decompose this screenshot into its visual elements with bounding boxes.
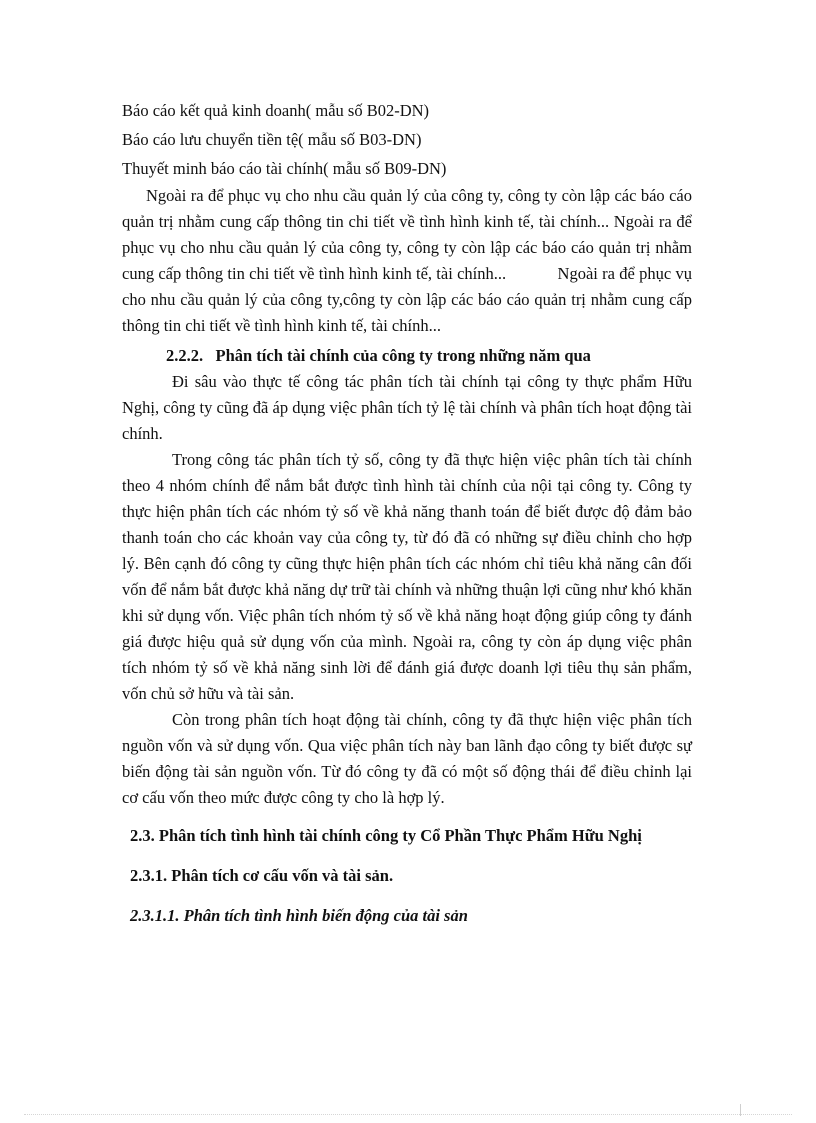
report-list-item-b02: Báo cáo kết quả kinh doanh( mẫu số B02-DN) (122, 101, 430, 120)
section-heading-2-3-1-1: 2.3.1.1. Phân tích tình hình biến động của tài sản (130, 906, 468, 925)
document-body (122, 96, 697, 929)
page-bottom-divider (24, 1114, 792, 1115)
section-heading-2-3: 2.3. Phân tích tình hình tài chính công ty Cổ Phần Thực Phẩm Hữu Nghị (130, 826, 642, 845)
page-corner-mark (740, 1104, 741, 1116)
section-heading-2-3-1: 2.3.1. Phân tích cơ cấu vốn và tài sản. (130, 866, 394, 885)
intro-paragraph: Ngoài ra để phục vụ cho nhu cầu quản lý của công ty, công ty còn lập các báo cáo quản trị nhằm cung cấp thông tin chi tiết về tình hình kinh tế, tài chính... Ngoài ra để phục vụ cho nhu cầu quản lý của công ty, công ty còn lập các báo cáo quản trị nhằm cung cấp thông tin chi tiết về tình hình kinh tế, tài chính... Ngoài ra để phục vụ cho nhu cầu quản lý của công ty,công ty còn lập các báo cáo quản trị nhằm cung cấp thông tin chi tiết về tình hình kinh tế, tài chính... (122, 186, 697, 335)
section-heading-2-2-2: 2.2.2. Phân tích tài chính của công ty trong những năm qua (166, 346, 591, 365)
report-list-item-b09: Thuyết minh báo cáo tài chính( mẫu số B09-DN) (122, 159, 447, 178)
report-list-item-b03: Báo cáo lưu chuyển tiền tệ( mẫu số B03-DN) (122, 130, 422, 149)
paragraph-activity-analysis: Còn trong phân tích hoạt động tài chính, công ty đã thực hiện việc phân tích nguồn vốn và sử dụng vốn. Qua việc phân tích này ban lãnh đạo công ty biết được sự biến động tài sản nguồn vốn. Từ đó công ty đã có một số động thái để điều chỉnh lại cơ cấu vốn theo mức được công ty cho là hợp lý. (122, 710, 692, 807)
paragraph-ratio-analysis: Trong công tác phân tích tỷ số, công ty đã thực hiện việc phân tích tài chính theo 4 nhóm chính để nắm bắt được tình hình tài chính của nội tại công ty. Công ty thực hiện phân tích các nhóm tỷ số về khả năng thanh toán để biết được độ đảm bảo thanh toán cho các khoản vay của công ty, từ đó đã có những sự điều chỉnh cho hợp lý. Bên cạnh đó công ty cũng thực hiện phân tích các nhóm chỉ tiêu khả năng cân đối vốn để nắm bắt được khả năng dự trữ tài chính và những thuận lợi cũng như khó khăn khi sử dụng vốn. Việc phân tích nhóm tỷ số về khả năng hoạt động giúp công ty đánh giá được hiệu quả sử dụng vốn của mình. Ngoài ra, công ty còn áp dụng việc phân tích nhóm tỷ số về khả năng sinh lời để đánh giá được doanh lợi tiêu thụ sản phẩm, vốn chủ sở hữu và tài sản. (122, 450, 692, 703)
paragraph-practice: Đi sâu vào thực tế công tác phân tích tài chính tại công ty thực phẩm Hữu Nghị, công ty cũng đã áp dụng việc phân tích tỷ lệ tài chính và phân tích hoạt động tài chính. (122, 372, 692, 443)
